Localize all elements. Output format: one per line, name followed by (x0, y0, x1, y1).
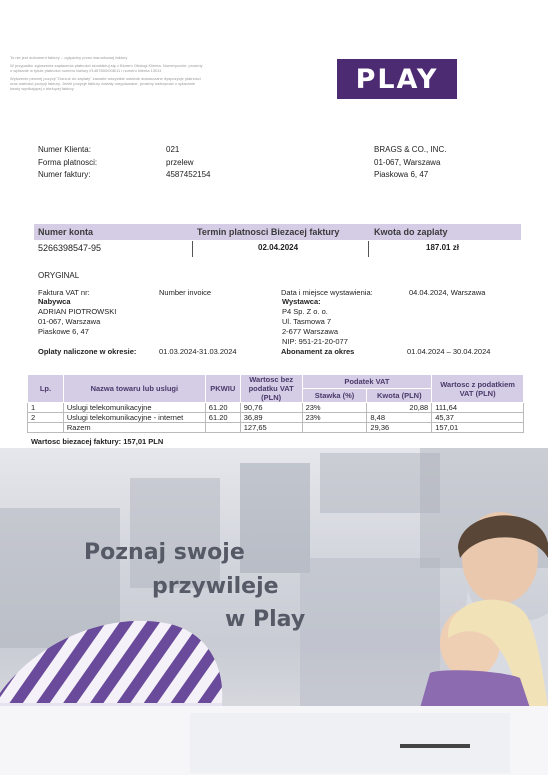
invoice-number-text: Number invoice (159, 288, 212, 297)
col-vat-amount-header: Kwota (PLN) (367, 389, 432, 403)
invoice-number-label: Numer faktury: (38, 170, 91, 179)
cell-name: Uslugi telekomunikacyjne - internet (63, 413, 205, 423)
amount-due-header: Kwota do zaplaty (369, 224, 521, 240)
col-vat-header: Podatek VAT (302, 375, 432, 389)
total-label: Razem (63, 423, 205, 433)
amount-due: 187.01 zł (426, 243, 459, 252)
table-row (28, 403, 524, 413)
fine-print-line: Wyłożenie pewnej pozycji "Dorzuć do zapłaty" zawarte wszystkie ostatnie dostarczane dyspozycje płatności (10, 76, 201, 81)
due-date: 02.04.2024 (258, 243, 299, 252)
fine-print-line: kwoty wynikającej z bieżącej faktury (10, 86, 74, 91)
cell-net: 90,76 (240, 403, 302, 413)
cell-name: Uslugi telekomunikacyjne (63, 403, 205, 413)
issuer-title: Wystawca: (282, 297, 321, 306)
cell-lp: 2 (28, 413, 64, 423)
billing-period-label: Oplaty naliczone w okresie: (38, 347, 137, 356)
fine-print (10, 55, 203, 91)
client-number-value: 021 (166, 145, 180, 154)
company-street: Piaskowa 6, 47 (374, 170, 429, 179)
cell-pkwiu: 61.20 (205, 413, 240, 423)
buyer-street: Piaskowe 6, 47 (38, 327, 89, 336)
issuer-city: 2-677 Warszawa (282, 327, 338, 336)
due-date-header: Termin platnosci Biezacej faktury (193, 224, 369, 240)
issuer-nip: NIP: 951-21-20-077 (282, 337, 348, 346)
issuer-street: Ul. Tasmowa 7 (282, 317, 332, 326)
promo-line-1: Poznaj swoje (84, 540, 245, 565)
promo-banner (0, 448, 548, 775)
subscription-period-value: 01.04.2024 – 30.04.2024 (407, 347, 491, 356)
fine-print-line: To nie jest dokument faktury – oględziny przez warunkowej faktury (10, 55, 128, 60)
client-number-label: Numer Klienta: (38, 145, 91, 154)
company-city: 01-067, Warszawa (374, 158, 441, 167)
issuer-name: P4 Sp. Z o. o. (282, 307, 328, 316)
col-net-header: Wartosc bez podatku VAT (PLN) (240, 375, 302, 403)
col-name-header: Nazwa towaru lub uslugi (63, 375, 205, 403)
account-number-header: Numer konta (34, 224, 193, 240)
issue-date-label: Data i miejsce wystawienia: (281, 288, 373, 297)
cell-rate: 23% (302, 413, 367, 423)
col-pkwiu-header: PKWIU (205, 375, 240, 403)
column-divider (192, 241, 193, 257)
col-lp-header: Lp. (28, 375, 64, 403)
invoice-number-value: 4587452154 (166, 170, 211, 179)
cell-net: 36,89 (240, 413, 302, 423)
column-divider (368, 241, 369, 257)
promo-line-2: przywileje (152, 574, 279, 599)
buyer-block (38, 297, 116, 337)
issue-date-value: 04.04.2024, Warszawa (409, 288, 486, 297)
total-vat-amount: 29,36 (367, 423, 432, 433)
col-rate-header: Stawka (%) (302, 389, 367, 403)
play-logo (337, 59, 457, 99)
buyer-city: 01-067, Warszawa (38, 317, 101, 326)
account-number: 5266398547-95 (38, 243, 102, 253)
invoice-items-table (27, 374, 524, 433)
fine-print-line: oraz wartości pozycji faktury. Jeżeli pozycje faktury zostały uregulowane, prosimy wstrzymać o spłacanie (10, 81, 196, 86)
cell-vat-amount: 8,48 (367, 413, 432, 423)
payment-form-label: Forma platnosci: (38, 158, 98, 167)
cell-vat-amount: 20,88 (367, 403, 432, 413)
fine-print-line: o wpisanie w tytule płatności numeru faktury f/1457800/008/11 i numeru klienta 13011 (10, 68, 162, 73)
total-gross: 157,01 (432, 423, 524, 433)
invoice-total: Wartosc biezacej faktury: 157,01 PLN (31, 437, 164, 446)
billing-period-value: 01.03.2024-31.03.2024 (159, 347, 237, 356)
issuer-block (282, 297, 348, 347)
play-logo-text: PLAY (355, 63, 439, 95)
payment-form-value: przelew (166, 158, 194, 167)
table-total-row (28, 423, 524, 433)
fine-print-line: W przypadku zgłoszenia zapłacenia płatności skontaktuj się z Biurem Obsługi Klienta. Numerycznie, prosimy (10, 63, 203, 68)
total-net: 127,65 (240, 423, 302, 433)
cell-gross: 45,37 (432, 413, 524, 423)
buyer-name: ADRIAN PIOTROWSKI (38, 307, 117, 316)
promo-line-3: w Play (225, 607, 306, 632)
company-name: BRAGS & CO., INC. (374, 145, 447, 154)
vat-invoice-label: Faktura VAT nr: (38, 288, 90, 297)
subscription-period-label: Abonament za okres (281, 347, 355, 356)
buyer-title: Nabywca (38, 297, 71, 306)
cell-gross: 111,64 (432, 403, 524, 413)
cell-lp: 1 (28, 403, 64, 413)
cell-pkwiu: 61.20 (205, 403, 240, 413)
table-row (28, 413, 524, 423)
col-gross-header: Wartosc z podatkiem VAT (PLN) (432, 375, 524, 403)
original-marker: ORYGINAL (38, 271, 80, 280)
cell-rate: 23% (302, 403, 367, 413)
